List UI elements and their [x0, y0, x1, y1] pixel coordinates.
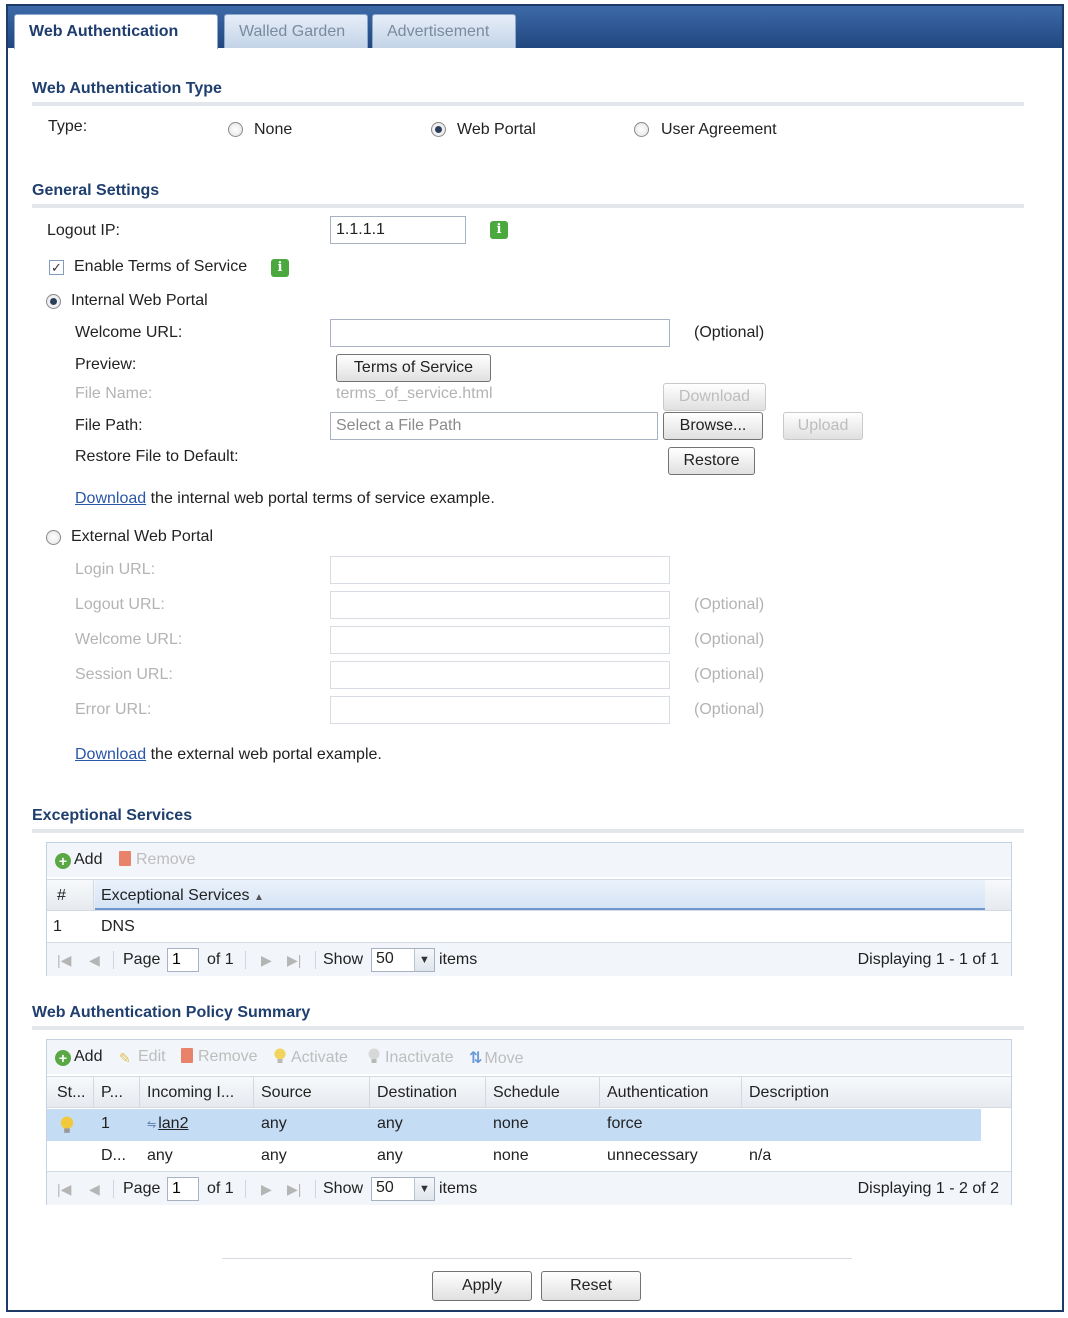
file-name-value: terms_of_service.html: [336, 385, 493, 402]
policy-edit-label: Edit: [138, 1048, 166, 1065]
section-title-general-settings: General Settings: [32, 182, 1024, 208]
policy-pager: [47, 1171, 1011, 1205]
policy-activate-label: Activate: [291, 1049, 348, 1066]
type-none-label: None: [254, 121, 293, 138]
page-of-label: of 1: [207, 951, 234, 968]
col-header-priority[interactable]: P...: [101, 1084, 123, 1101]
trash-icon: [181, 1048, 193, 1063]
file-name-label: File Name:: [75, 385, 153, 402]
row-authentication: unnecessary: [607, 1147, 698, 1164]
type-user-agreement-label: User Agreement: [661, 121, 777, 138]
logout-ip-input[interactable]: [330, 216, 466, 244]
login-url-label: Login URL:: [75, 561, 156, 578]
row-priority: D...: [101, 1147, 126, 1164]
external-download-text: the external web portal example.: [146, 746, 382, 763]
policy-inactivate-label: Inactivate: [385, 1049, 454, 1066]
sort-ascending-icon: ▲: [253, 892, 264, 903]
exceptional-add-button[interactable]: [55, 851, 102, 869]
tab-advertisement[interactable]: Advertisement: [372, 14, 516, 48]
col-header-source[interactable]: Source: [261, 1084, 312, 1101]
policy-move-label: Move: [484, 1050, 524, 1067]
page-label: Page: [123, 1180, 161, 1197]
items-per-page-select[interactable]: [371, 948, 435, 972]
logout-url-label: Logout URL:: [75, 596, 165, 613]
type-label: Type:: [48, 118, 88, 135]
row-priority: 1: [101, 1115, 110, 1132]
logout-url-optional: (Optional): [694, 596, 765, 613]
displaying-count: Displaying 1 - 2 of 2: [857, 1180, 999, 1197]
pager-divider: [245, 951, 246, 969]
error-url-label: Error URL:: [75, 701, 152, 718]
items-label: items: [439, 951, 478, 968]
external-download-line: [75, 746, 382, 764]
col-header-destination[interactable]: Destination: [377, 1084, 458, 1101]
session-url-input[interactable]: [330, 661, 670, 689]
pager-divider: [113, 1180, 114, 1198]
exceptional-toolbar: [47, 843, 1011, 877]
col-header-authentication[interactable]: Authentication: [607, 1084, 709, 1101]
policy-remove-button[interactable]: [181, 1048, 258, 1066]
row-description: n/a: [749, 1147, 772, 1164]
internal-welcome-url-optional: (Optional): [694, 324, 765, 341]
session-url-label: Session URL:: [75, 666, 173, 683]
type-user-agreement-radio[interactable]: [634, 122, 649, 137]
policy-remove-label: Remove: [198, 1048, 258, 1065]
row-service: DNS: [101, 918, 135, 935]
items-label: items: [439, 1180, 478, 1197]
page-number-input[interactable]: [167, 948, 199, 972]
external-portal-radio[interactable]: [46, 530, 61, 545]
row-incoming: any: [147, 1147, 173, 1164]
policy-add-button[interactable]: [55, 1048, 102, 1066]
footer-divider: [222, 1258, 852, 1259]
row-schedule: none: [493, 1115, 529, 1132]
first-page-icon[interactable]: |◀: [57, 1181, 72, 1197]
pager-divider: [315, 1180, 316, 1198]
items-per-page-value: 50: [376, 950, 394, 967]
table-row[interactable]: [47, 912, 985, 944]
internal-portal-label: Internal Web Portal: [71, 292, 208, 309]
row-destination: any: [377, 1115, 403, 1132]
exceptional-services-panel: [46, 842, 1012, 976]
displaying-count: Displaying 1 - 1 of 1: [857, 951, 999, 968]
column-divider: [369, 1077, 370, 1107]
move-icon: ⇅: [469, 1050, 483, 1067]
internal-welcome-url-input[interactable]: [330, 319, 670, 347]
prev-page-icon[interactable]: ◀: [89, 952, 100, 968]
external-portal-label: External Web Portal: [71, 528, 213, 545]
internal-portal-radio[interactable]: [46, 294, 61, 309]
interface-icon: ⇋: [147, 1119, 157, 1131]
chevron-down-icon: ▼: [414, 949, 434, 971]
enable-tos-checkbox[interactable]: ✓: [49, 260, 64, 275]
column-divider: [253, 1077, 254, 1107]
reset-button[interactable]: Reset: [541, 1271, 641, 1301]
internal-welcome-url-label: Welcome URL:: [75, 324, 183, 341]
add-icon: +: [55, 853, 71, 869]
add-icon: +: [55, 1050, 71, 1066]
next-page-icon[interactable]: ▶: [261, 1181, 272, 1197]
policy-add-label: Add: [74, 1048, 103, 1065]
col-header-incoming-interface[interactable]: Incoming I...: [147, 1084, 235, 1101]
policy-summary-panel: [46, 1039, 1012, 1205]
external-welcome-url-optional: (Optional): [694, 631, 765, 648]
policy-inactivate-button[interactable]: [367, 1048, 453, 1067]
section-title-policy-summary: Web Authentication Policy Summary: [32, 1004, 1024, 1030]
enable-tos-label: Enable Terms of Service: [74, 258, 248, 275]
enable-tos-info-icon[interactable]: i: [271, 259, 289, 277]
pencil-icon: ✎: [119, 1050, 131, 1066]
file-path-label: File Path:: [75, 417, 143, 434]
browse-button[interactable]: Browse...: [663, 412, 763, 440]
exceptional-pager: [47, 942, 1011, 976]
column-divider: [93, 1077, 94, 1107]
internal-download-link[interactable]: Download: [75, 490, 147, 507]
column-divider: [93, 880, 94, 910]
first-page-icon[interactable]: |◀: [57, 952, 72, 968]
trash-icon: [119, 851, 131, 866]
row-incoming-link[interactable]: lan2: [158, 1115, 189, 1132]
file-path-input[interactable]: [330, 412, 658, 440]
policy-toolbar: [47, 1040, 1011, 1074]
column-divider: [139, 1077, 140, 1107]
column-divider: [599, 1077, 600, 1107]
type-web-portal-label: Web Portal: [457, 121, 536, 138]
col-header-exceptional-services[interactable]: [101, 887, 264, 905]
row-authentication: force: [607, 1115, 643, 1132]
last-page-icon[interactable]: ▶|: [287, 1181, 302, 1197]
error-url-input[interactable]: [330, 696, 670, 724]
tab-web-authentication[interactable]: Web Authentication: [14, 14, 218, 49]
section-title-exceptional-services: Exceptional Services: [32, 807, 1024, 833]
login-url-input[interactable]: [330, 556, 670, 584]
row-source: any: [261, 1147, 287, 1164]
session-url-optional: (Optional): [694, 666, 765, 683]
policy-table-header: [47, 1076, 1011, 1108]
exceptional-table-header: [47, 879, 1011, 911]
page-label: Page: [123, 951, 161, 968]
row-num: 1: [53, 918, 62, 935]
apply-button[interactable]: Apply: [432, 1271, 532, 1301]
restore-label: Restore File to Default:: [75, 448, 239, 465]
section-title-auth-type: Web Authentication Type: [32, 80, 1024, 106]
col-header-num[interactable]: #: [57, 887, 66, 904]
external-welcome-url-label: Welcome URL:: [75, 631, 183, 648]
restore-button[interactable]: Restore: [668, 447, 755, 475]
status-active-icon: [59, 1116, 75, 1134]
policy-activate-button[interactable]: [273, 1048, 348, 1067]
logout-ip-label: Logout IP:: [47, 222, 120, 239]
last-page-icon[interactable]: ▶|: [287, 952, 302, 968]
error-url-optional: (Optional): [694, 701, 765, 718]
pager-divider: [245, 1180, 246, 1198]
column-divider: [741, 1077, 742, 1107]
row-destination: any: [377, 1147, 403, 1164]
policy-move-button[interactable]: [469, 1048, 524, 1068]
type-web-portal-radio[interactable]: [431, 122, 446, 137]
pager-divider: [113, 951, 114, 969]
lightbulb-icon: [273, 1048, 287, 1064]
tab-walled-garden[interactable]: Walled Garden: [224, 14, 368, 48]
exceptional-remove-button[interactable]: [119, 851, 196, 869]
row-schedule: none: [493, 1147, 529, 1164]
type-none-radio[interactable]: [228, 122, 243, 137]
page-of-label: of 1: [207, 1180, 234, 1197]
web-authentication-window: [6, 4, 1064, 1312]
table-row[interactable]: [47, 1141, 981, 1173]
exceptional-add-label: Add: [74, 851, 103, 868]
exceptional-remove-label: Remove: [136, 851, 196, 868]
internal-download-line: [75, 490, 495, 508]
terms-of-service-button[interactable]: Terms of Service: [336, 354, 491, 382]
logout-ip-info-icon[interactable]: i: [490, 221, 508, 239]
items-per-page-select[interactable]: [371, 1177, 435, 1201]
next-page-icon[interactable]: ▶: [261, 952, 272, 968]
page-number-input[interactable]: [167, 1177, 199, 1201]
items-per-page-value: 50: [376, 1179, 394, 1196]
col-header-status[interactable]: St...: [57, 1084, 86, 1101]
col-header-exceptional-services-label: Exceptional Services: [101, 887, 250, 904]
table-row[interactable]: [47, 1109, 981, 1141]
col-header-schedule[interactable]: Schedule: [493, 1084, 560, 1101]
policy-edit-button[interactable]: [119, 1048, 166, 1066]
row-source: any: [261, 1115, 287, 1132]
logout-url-input[interactable]: [330, 591, 670, 619]
col-header-description[interactable]: Description: [749, 1084, 830, 1101]
pager-divider: [315, 951, 316, 969]
column-divider: [485, 1077, 486, 1107]
internal-download-text: the internal web portal terms of service example.: [146, 490, 495, 507]
show-label: Show: [323, 1180, 364, 1197]
show-label: Show: [323, 951, 364, 968]
preview-label: Preview:: [75, 356, 137, 373]
chevron-down-icon: ▼: [414, 1178, 434, 1200]
upload-button[interactable]: Upload: [783, 412, 863, 440]
external-download-link[interactable]: Download: [75, 746, 147, 763]
prev-page-icon[interactable]: ◀: [89, 1181, 100, 1197]
lightbulb-off-icon: [367, 1048, 381, 1064]
external-welcome-url-input[interactable]: [330, 626, 670, 654]
row-incoming: [147, 1115, 188, 1133]
tab-bar: [8, 6, 1062, 48]
download-button[interactable]: Download: [663, 383, 766, 411]
